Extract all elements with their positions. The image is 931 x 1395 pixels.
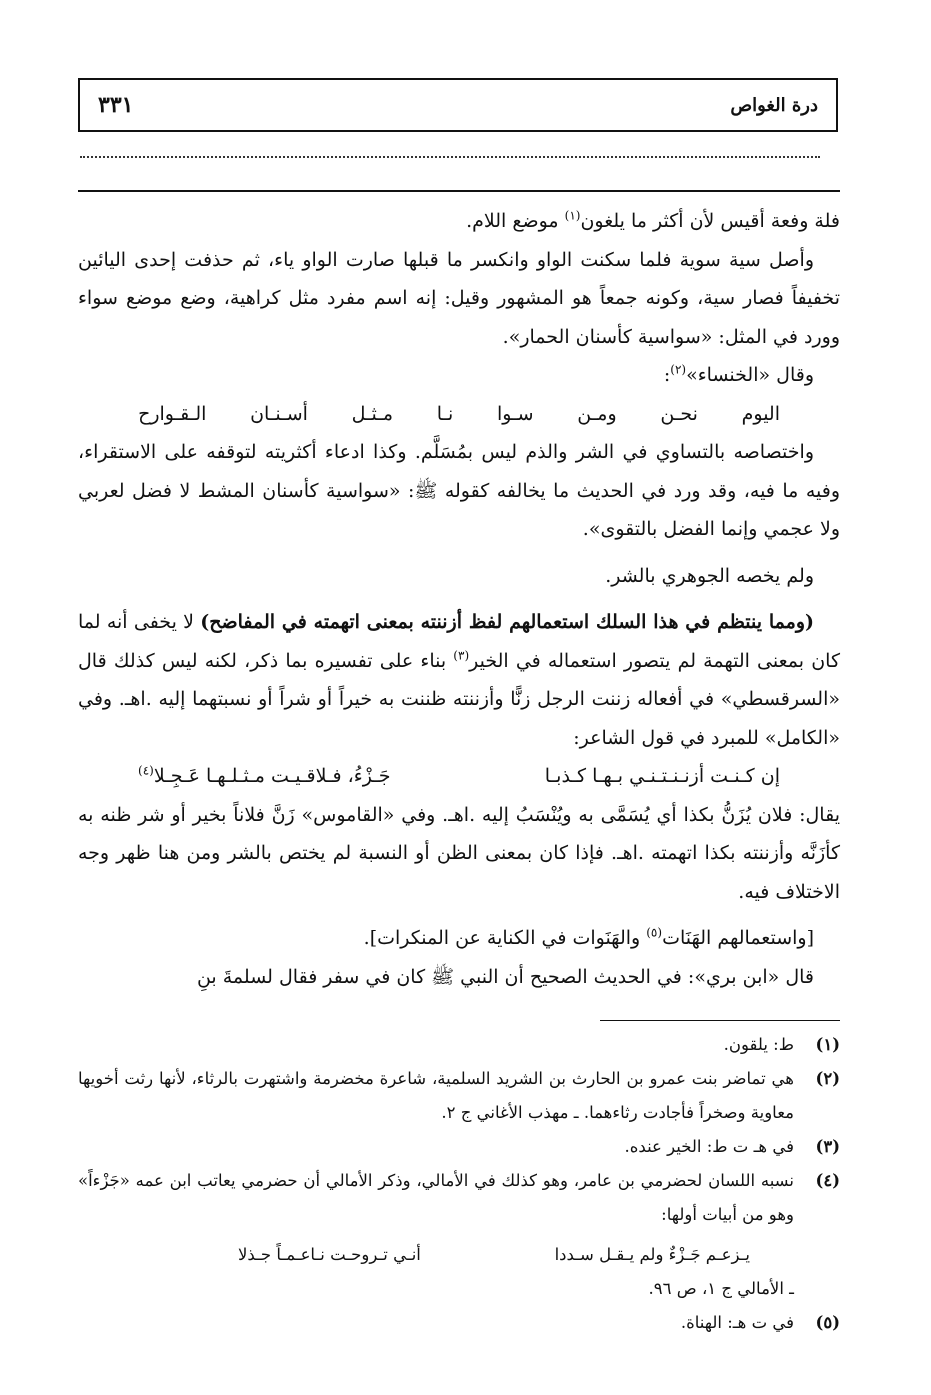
footnote-1: (١) ط: يلقون. — [723, 1035, 840, 1054]
footnote-5: (٥) في ت هـ: الهناة. — [680, 1313, 840, 1332]
footnote-ref-2: (٢) — [670, 362, 687, 377]
running-title: درة الغواص — [730, 94, 818, 116]
paragraph-4: واختصاصه بالتساوي في الشر والذم ليس بمُسَلَّم. وكذا ادعاء أكثريته لتوقفه على الاستقراء، وفيه ما فيه، وقد ورد في الحديث ما يخالفه كقوله ﷺ: «سواسية كأسنان المشط لا فضل لعربي ولا عجمي وإنما الفضل بالتقوى». — [78, 441, 840, 540]
footnote-ref-1: (١) — [564, 208, 581, 223]
verse-khansa: اليوم نحـن ومـن سـوا نـا مـثـل أسـنـان الـقـوارح — [138, 402, 780, 425]
paragraph-5: ولم يخصه الجوهري بالشر. — [605, 564, 814, 587]
footnote-ref-3: (٣) — [453, 648, 470, 663]
footnote-rule — [600, 1020, 840, 1021]
top-rule — [78, 190, 840, 192]
paragraph-3: وقال «الخنساء»$^{(٢)}$: — [663, 362, 814, 386]
footnote-3: (٣) في هـ ت ط: الخير عنده. — [624, 1137, 840, 1156]
footnotes — [78, 1028, 840, 1340]
paragraph-6: (ومما ينتظم في هذا السلك استعمالهم لفظ أزننته بمعنى اتهمته في المفاضح) لا يخفى أنه لما كان بمعنى التهمة لم يتصور استعماله في الخير$^{(٣)}$ بناء على تفسيره بما ذكر، لكنه ليس كذلك قال «السرقسطي» في أفعاله زننت الرجل زنًّا وأزننته ظننت به خيراً أو شراً أو نسبتهما إليه .اهـ. وفي «الكامل» للمبرد في قول الشاعر: — [78, 611, 840, 749]
verse-kamil: إن كـنـت أزنـنـتـنـي بـهـا كـذبـا جَـزْءُ، فـلاقـيـت مـثـلـهـا عَـجِـلا$^{(٤)}$ — [138, 763, 780, 787]
running-header — [78, 78, 838, 132]
entry-heading: (ومما ينتظم في هذا السلك استعمالهم لفظ أزننته بمعنى اتهمته في المفاضح) — [200, 611, 815, 633]
footnote-verse: يـزعـم جَـزْءٌ ولم يـقـل سـددا أنـي تـروحـت نـاعـمـاً جـذلا — [238, 1245, 750, 1264]
dotted-divider — [80, 156, 820, 158]
main-text — [78, 202, 840, 996]
page-number: ٣٣١ — [98, 92, 134, 118]
footnote-4: (٤) نسبه اللسان لحضرمي بن عامر، وهو كذلك في الأمالي، وذكر الأمالي أن حضرمي يعاتب ابن عمه «جَزْءاً» وهو من أبيات أولها: — [78, 1171, 840, 1224]
paragraph-2: وأصل سية سوية فلما سكنت الواو وانكسر ما قبلها صارت الواو ياء، ثم حذفت إحدى اليائين تخفيفاً فصار سية، وكونه جمعاً هو المشهور وقيل: إنه اسم مفرد مثل كراهية، وضع موضع سواء وورد في المثل: «سواسية كأسنان الحمار». — [78, 248, 840, 348]
footnote-source: ـ الأمالي ج ١، ص ٩٦. — [648, 1279, 794, 1298]
paragraph-8: [واستعمالهم الهَنَات$^{(٥)}$ والهَنَوات في الكناية عن المنكرات]. — [363, 925, 814, 949]
paragraph-7: يقال: فلان يُزَنُّ بكذا أي يُسَمَّى به ويُنْسَبُ إليه .اهـ. وفي «القاموس» زَنَّ فلاناً بخير أو شر ظنه به كأزَنَّه وأزننته بكذا اتهمته .اهـ. فإذا كان بمعنى الظن أو النسبة لم يختص بالشر ومن هنا ظهر وجه الاختلاف فيه. — [78, 803, 840, 903]
footnote-ref-4: (٤) — [138, 763, 154, 778]
paragraph-9: قال «ابن بري»: في الحديث الصحيح أن النبي ﷺ كان في سفر فقال لسلمةَ بنِ — [196, 965, 814, 988]
footnote-ref-5: (٥) — [646, 925, 663, 940]
paragraph-1: فلة وفعة أقيس لأن أكثر ما يلغون$^{(١)}$ موضع اللام. — [466, 208, 840, 232]
footnote-2: (٢) هي تماضر بنت عمرو بن الحارث بن الشريد السلمية، شاعرة مخضرمة واشتهرت بالرثاء، لأنها رثت أخويها معاوية وصخراً فأجادت رثاءهما. ـ مهذب الأغاني ج ٢. — [78, 1069, 840, 1122]
